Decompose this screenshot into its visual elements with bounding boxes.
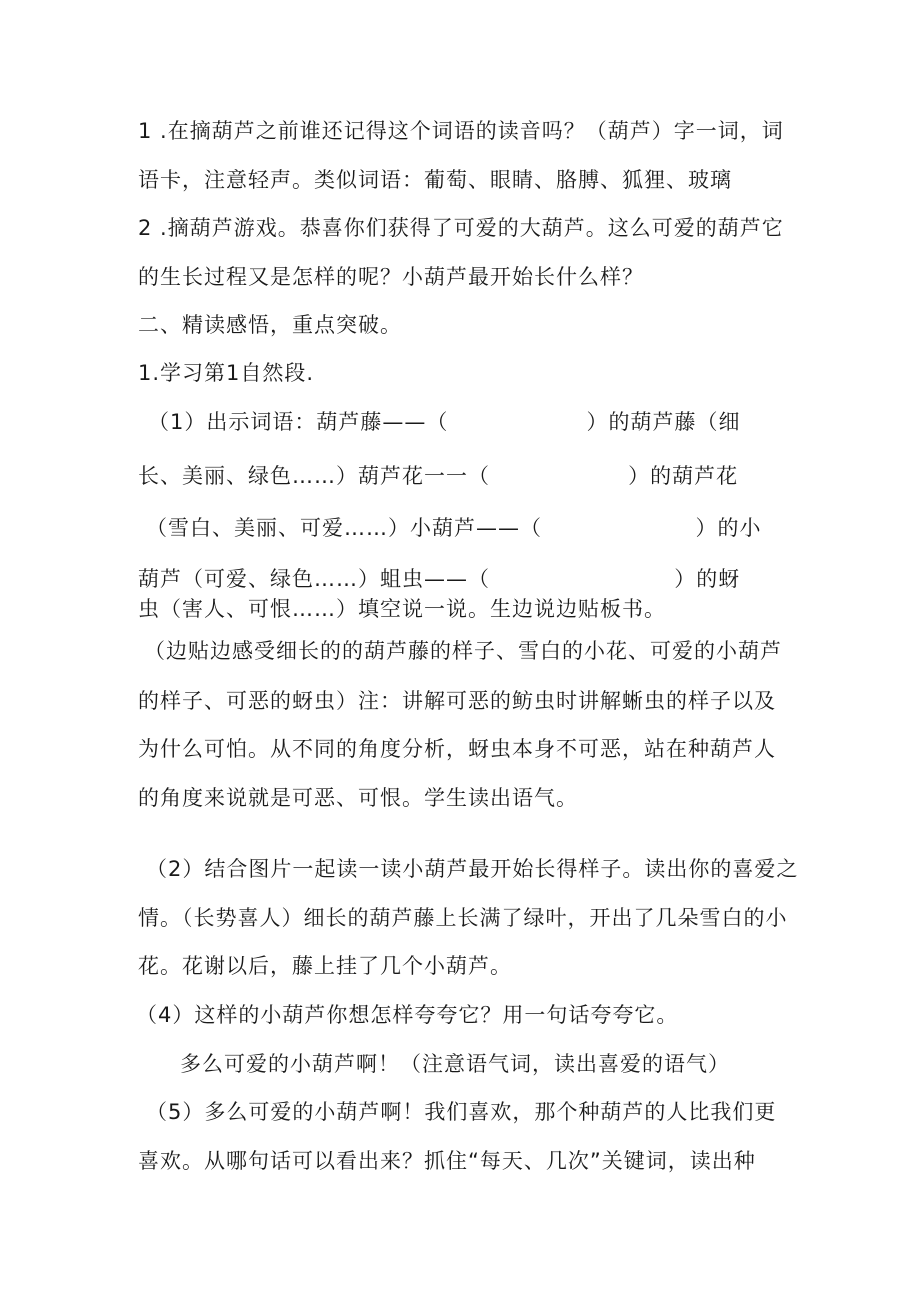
text-line: 2 .摘葫芦游戏。恭喜你们获得了可爱的大葫芦。这么可爱的葫芦它 bbox=[138, 216, 784, 240]
text-line: 1 .在摘葫芦之前谁还记得这个词语的读音吗？（葫芦）字一词，词 bbox=[138, 119, 784, 143]
section-heading: 二、精读感悟，重点突破。 bbox=[138, 313, 402, 337]
text-line: （边贴边感受细长的的葫芦藤的样子、雪白的小花、可爱的小葫芦 bbox=[144, 639, 782, 663]
text-line: 花。花谢以后，藤上挂了几个小葫芦。 bbox=[138, 954, 512, 978]
text-line: 多么可爱的小葫芦啊！（注意语气词，读出喜爱的语气） bbox=[180, 1052, 730, 1076]
subsection-heading: 1.学习第1自然段. bbox=[138, 361, 315, 385]
text-line: 喜欢。从哪句话可以看出来？抓住“每天、几次”关键词，读出种 bbox=[138, 1149, 756, 1173]
text-line: 长、美丽、绿色……）葫芦花一一（ ）的葫芦花 bbox=[138, 464, 739, 488]
text-line: 语卡，注意轻声。类似词语：葡萄、眼睛、胳膊、狐狸、玻璃 bbox=[138, 168, 732, 192]
text-line: 葫芦（可爱、绿色……）蛆虫——（ ）的蚜 bbox=[138, 567, 741, 591]
text-line: 为什么可怕。从不同的角度分析，蚜虫本身不可恶，站在种葫芦人 bbox=[138, 737, 776, 761]
text-line: （雪白、美丽、可爱……）小葫芦——（ ）的小 bbox=[146, 516, 762, 540]
text-line: （2）结合图片一起读一读小葫芦最开始长得样子。读出你的喜爱之 bbox=[146, 857, 799, 881]
text-line: （4）这样的小葫芦你想怎样夸夸它？用一句话夸夸它。 bbox=[136, 1003, 679, 1027]
text-line: （5）多么可爱的小葫芦啊！我们喜欢，那个种葫芦的人比我们更 bbox=[146, 1100, 777, 1124]
text-line: 的生长过程又是怎样的呢？小葫芦最开始长什么样？ bbox=[138, 265, 644, 289]
text-line: 情。（长势喜人）细长的葫芦藤上长满了绿叶，开出了几朵雪白的小 bbox=[138, 906, 788, 930]
text-line: 的样子、可恶的蚜虫）注：讲解可恶的鲂虫时讲解蜥虫的样子以及 bbox=[138, 689, 776, 713]
text-line: 的角度来说就是可恶、可恨。学生读出语气。 bbox=[138, 786, 578, 810]
text-line: 虫（害人、可恨……）填空说一说。生边说边贴板书。 bbox=[138, 597, 666, 621]
text-line: （1）出示词语：葫芦藤——（ ）的葫芦藤（细 bbox=[148, 410, 741, 434]
